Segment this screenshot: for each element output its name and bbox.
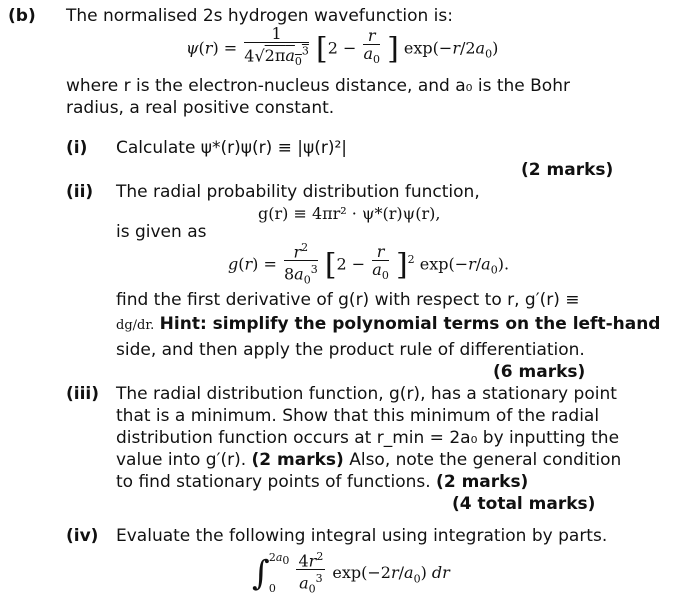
q-iii-label: (iii)	[66, 384, 100, 404]
q-ii-line-3: side, and then apply the product rule of differentiation.	[116, 340, 585, 360]
q-iii-line-5-a: to find stationary points of functions.	[116, 472, 431, 492]
q-iii-line-4-b: Also, note the general condition	[349, 450, 622, 470]
q-i-marks: (2 marks)	[521, 160, 614, 180]
q-ii-label: (ii)	[66, 182, 94, 202]
q-i-text: Calculate ψ*(r)ψ(r) ≡ |ψ(r)²|	[116, 138, 348, 158]
dg-dr: dg/dr.	[116, 318, 155, 333]
q-iv-text: Evaluate the following integral using integration by parts.	[116, 526, 608, 546]
q-iii-line-1: The radial distribution function, g(r), has a stationary point	[116, 384, 617, 404]
q-ii-line-1: find the first derivative of g(r) with respect to r, g′(r) ≡	[116, 290, 580, 310]
q-iii-line-2: that is a minimum. Show that this minimum of the radial	[116, 406, 600, 426]
wavefunction-equation: ψ(r) = $\frac{1}{4√2\pi a_0^3}$ [2 − $\frac{r}{a_0}$ ] $\exp(-r/2a_0)$	[186, 24, 499, 69]
q-iii-line-4-a: value into g′(r).	[116, 450, 247, 470]
part-b-intro: The normalised 2s hydrogen wavefunction is:	[66, 6, 453, 26]
where-line-1: where r is the electron-nucleus distance, and a₀ is the Bohr	[66, 76, 570, 96]
integral-expression: ∫ $2a_0$ 0 $\frac{4r^2}{a_0^3}$ $\exp(-2r/a_0)$ dr	[252, 549, 450, 596]
g-equation: g(r) = $\frac{r^2}{8a_0^3}$ [2 − $\frac{r}{a_0}$ ]$^2$ $\exp(-r/a_0)$.	[228, 241, 510, 287]
q-iii-line-3: distribution function occurs at r_min = 2a₀ by inputting the	[116, 428, 620, 448]
q-ii-text: The radial probability distribution function,	[116, 182, 480, 202]
part-b-label: (b)	[8, 6, 36, 26]
where-line-2: radius, a real positive constant.	[66, 98, 335, 118]
q-iii-marks-b: (2 marks)	[436, 472, 529, 492]
g-definition: g(r) ≡ 4πr² · ψ*(r)ψ(r),	[258, 204, 441, 223]
q-iv-label: (iv)	[66, 526, 99, 546]
q-iii-marks-a: (2 marks)	[251, 450, 344, 470]
q-iii-line-4	[116, 450, 621, 470]
q-iii-total-marks: (4 total marks)	[452, 494, 596, 514]
q-ii-hint: Hint: simplify the polynomial terms on the left-hand	[159, 314, 661, 334]
q-ii-line-2	[116, 314, 660, 334]
q-iii-line-5	[116, 472, 528, 492]
q-ii-marks: (6 marks)	[493, 362, 586, 382]
q-i-label: (i)	[66, 138, 88, 158]
q-ii-given-as: is given as	[116, 222, 207, 242]
